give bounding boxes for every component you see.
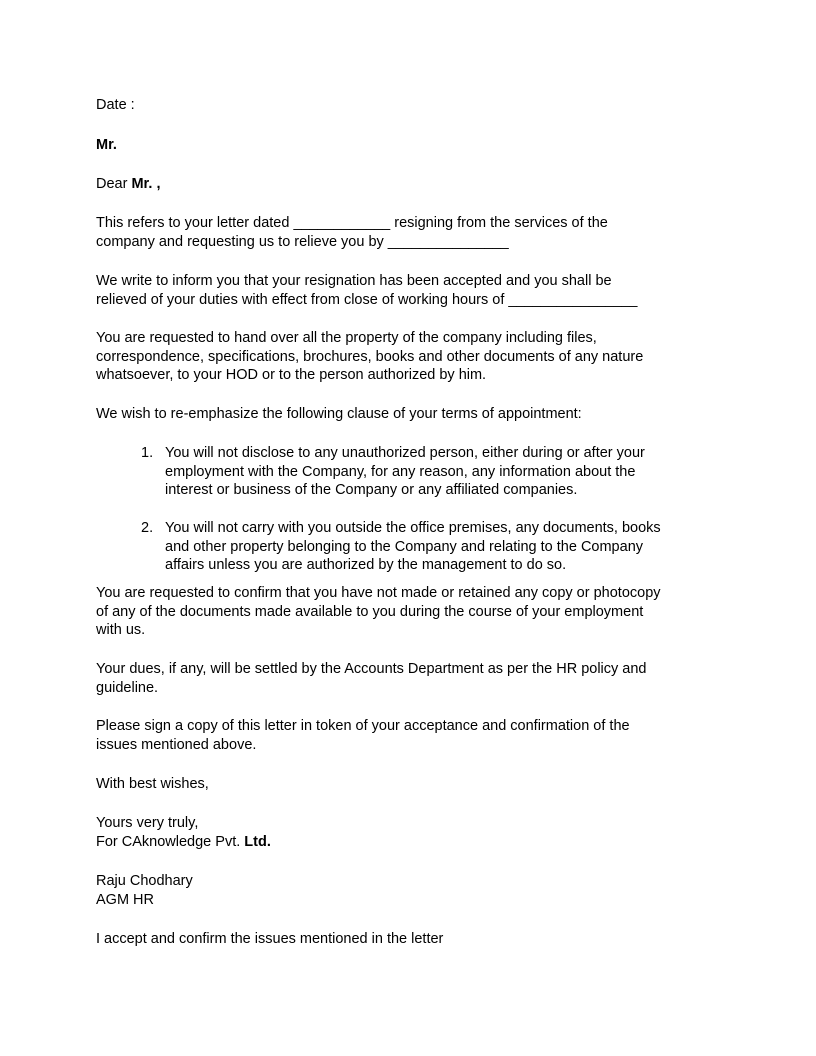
clause-line: You will not carry with you outside the office premises, any documents, books <box>165 520 661 536</box>
acceptance-line: I accept and confirm the issues mentioned in the letter <box>96 931 444 947</box>
para-confirm-no-copies <box>96 584 716 640</box>
clause-line: You will not disclose to any unauthorized person, either during or after your <box>165 445 645 461</box>
para-line: You are requested to hand over all the property of the company including files, <box>96 330 597 346</box>
para-line: company and requesting us to relieve you by _______________ <box>96 233 509 250</box>
para-line: guideline. <box>96 679 159 696</box>
addressee: Mr. <box>96 137 117 153</box>
para-re-emphasize: We wish to re-emphasize the following clause of your terms of appointment: <box>96 406 582 422</box>
date-label: Date : <box>96 97 135 113</box>
closing-wishes: With best wishes, <box>96 776 209 792</box>
clause-line: affairs unless you are authorized by the management to do so. <box>165 557 567 573</box>
clause-number: 2. <box>141 520 154 536</box>
para-line: correspondence, specifications, brochures, books and other documents of any nature <box>96 348 644 365</box>
salutation-name: Mr. , <box>131 176 161 192</box>
para-line: relieved of your duties with effect from close of working hours of ________________ <box>96 291 638 308</box>
para-line: We write to inform you that your resignation has been accepted and you shall be <box>96 273 612 289</box>
para-dues-settlement <box>96 660 716 697</box>
clause-item <box>165 444 725 500</box>
signatory-title: AGM HR <box>96 891 154 908</box>
company-name: For CAknowledge Pvt. <box>96 833 245 850</box>
para-line: of any of the documents made available to you during the course of your employment <box>96 603 644 620</box>
para-sign-copy <box>96 717 716 754</box>
para-line: This refers to your letter dated ____________ resigning from the services of the <box>96 215 608 231</box>
sign-off: Yours very truly, <box>96 815 199 831</box>
signatory-block <box>96 872 716 909</box>
para-letter-reference <box>96 214 716 251</box>
clause-line: interest or business of the Company or any affiliated companies. <box>165 482 578 498</box>
para-line: issues mentioned above. <box>96 736 257 753</box>
para-line: You are requested to confirm that you have not made or retained any copy or photocopy <box>96 585 661 601</box>
para-resignation-accepted <box>96 272 716 309</box>
salutation-prefix: Dear <box>96 176 132 192</box>
salutation <box>96 175 716 194</box>
para-hand-over-property <box>96 329 716 385</box>
para-line: Your dues, if any, will be settled by the Accounts Department as per the HR policy and <box>96 661 647 677</box>
clause-number: 1. <box>141 445 154 461</box>
signature-block <box>96 814 716 851</box>
clause-item <box>165 519 725 575</box>
para-line: whatsoever, to your HOD or to the person authorized by him. <box>96 367 487 383</box>
para-line: with us. <box>96 622 146 638</box>
signatory-name: Raju Chodhary <box>96 873 193 889</box>
company-line <box>96 833 716 852</box>
clause-line: and other property belonging to the Company and relating to the Company <box>165 538 644 555</box>
para-line: Please sign a copy of this letter in token of your acceptance and confirmation of the <box>96 718 630 734</box>
company-suffix: Ltd. <box>244 833 271 850</box>
clause-line: employment with the Company, for any reason, any information about the <box>165 463 636 480</box>
